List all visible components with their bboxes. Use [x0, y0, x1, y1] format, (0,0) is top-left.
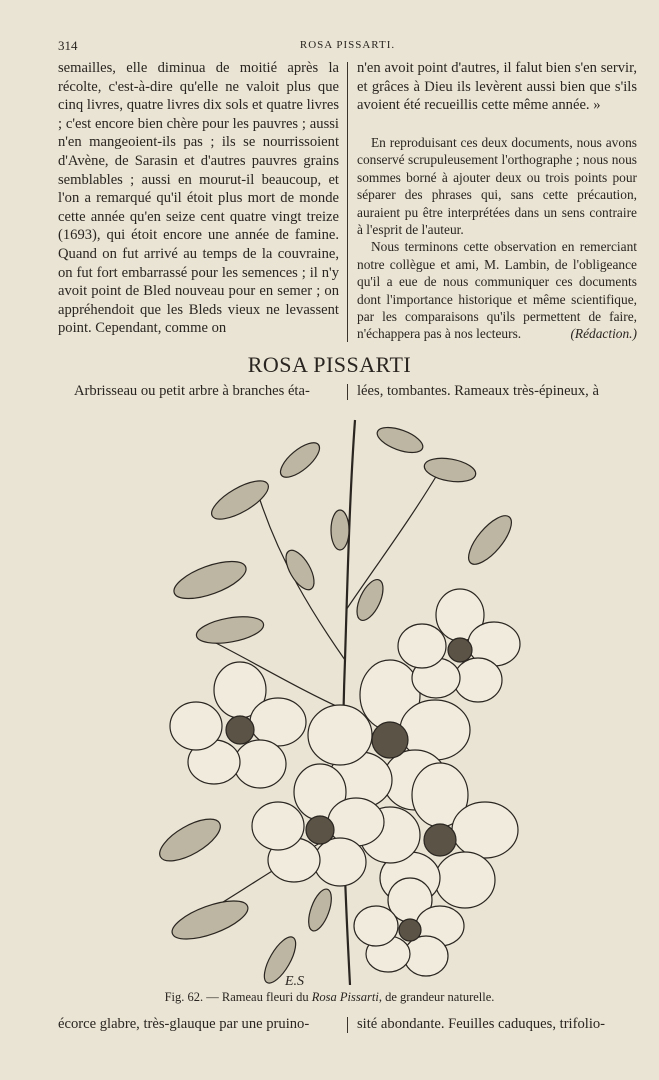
page-number: 314 [58, 38, 78, 53]
right-column [357, 59, 637, 115]
running-title: ROSA PISSARTI. [299, 39, 396, 51]
page-header [58, 38, 637, 54]
caption-prefix: Fig. 62. — Rameau fleuri du [164, 990, 312, 1004]
editorial-paragraph-2: Nous terminons cette observation en remerciant notre collègue et ami, M. Lambin, de l'obligeance qu'il a eue de nous communiquer ces documents dont l'importance historique et même scientifique, par les comparaisons qu'ils permettent de faire, n'échappera pas à nos lecteurs. [357, 239, 637, 342]
left-column-text: semailles, elle diminua de moitié après la récolte, c'est-à-dire qu'elle ne valoit plus que cinq livres, quatre livres dix sols et quatre livres ; c'est encore bien chère pour les pauvres ; aussi n'en mangeoient-ils pas ; ils se nourrissoient d'Avène, de Sarasin et d'autres pauvres grains semblables ; aussi en mourut-il beaucoup, et l'on a remarqué qu'il étoit plus mort de monde cette année qu'en seize cent quatre vingt treize (1693), qui étoit encore une année de famine. Quand on fut arrivé au temps de la couvraine, on fut fort embarrassé pour les semences ; il n'y avoit point de Bled nouveau pour en semer ; on appréhendoit que les Bleds vieux ne levassent point. Cependant, comme on [58, 60, 339, 337]
rose-engraving-illustration [150, 410, 540, 990]
column-separator-bottom [347, 1017, 348, 1033]
editorial-paragraph-1: En reproduisant ces deux documents, nous avons conservé scrupuleusement l'orthographe ; nous nous sommes borné à ajouter deux ou trois points pour séparer des phrases qui, sans cette précaution, auraient pu être interprétées dans un sens contraire à l'esprit de l'auteur. [357, 135, 637, 238]
intro-line-left: Arbrisseau ou petit arbre à branches éta- [74, 383, 310, 399]
bottom-line-left: écorce glabre, très-glauque par une pruino- [58, 1016, 310, 1032]
column-separator [347, 384, 348, 400]
editorial-note [357, 134, 637, 343]
figure-caption [0, 990, 659, 1005]
quote-ending: n'en avoit point d'autres, il falut bien s'en servir, et grâces à Dieu ils levèrent aussi bien que s'ils avoient été recueillis cette même année. » [357, 60, 637, 114]
engraver-signature: E.S [285, 974, 305, 989]
column-divider [347, 62, 348, 342]
caption-species: Rosa Pissarti [311, 990, 379, 1004]
section-title: ROSA PISSARTI [247, 352, 412, 377]
editorial-signature: (Rédaction.) [570, 326, 637, 342]
intro-line-right: lées, tombantes. Rameaux très-épineux, à [357, 383, 599, 399]
left-column [58, 59, 339, 338]
bottom-line-right: sité abondante. Feuilles caduques, trifolio- [357, 1016, 606, 1032]
caption-suffix: , de grandeur naturelle. [378, 990, 495, 1004]
